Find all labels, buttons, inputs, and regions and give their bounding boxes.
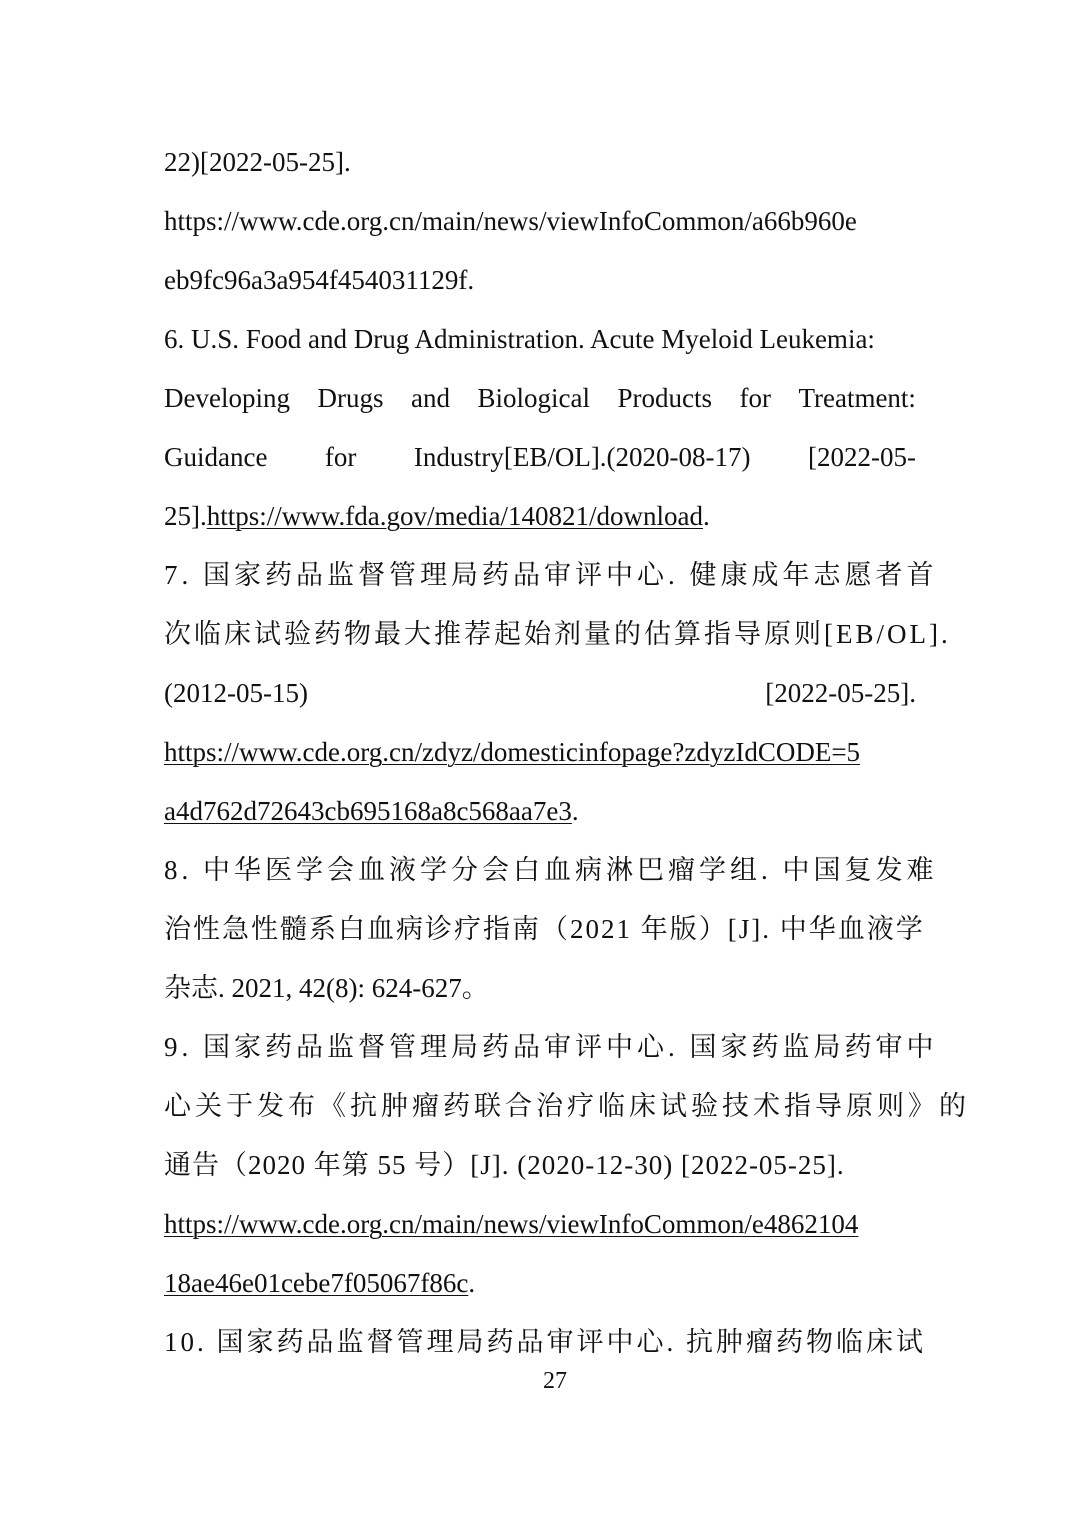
reference-10-title: 10. 国家药品监督管理局药品审评中心. 抗肿瘤药物临床试 <box>164 1327 926 1357</box>
fda-download-link[interactable]: https://www.fda.gov/media/140821/download <box>206 501 703 531</box>
reference-text: . <box>571 796 579 826</box>
reference-9-url-line <box>164 1204 916 1244</box>
reference-line: 22)[2022-05-25]. <box>164 147 351 177</box>
reference-url-line: https://www.cde.org.cn/main/news/viewInfoCommon/a66b960e <box>164 206 857 236</box>
word: Treatment: <box>798 383 916 413</box>
word: for <box>324 442 357 472</box>
cde-guideline-link-continued[interactable]: a4d762d72643cb695168a8c568aa7e3 <box>164 796 572 826</box>
reference-7-url-line <box>164 732 916 772</box>
reference-7-dates <box>164 673 916 713</box>
word: [2022-05- <box>807 442 916 472</box>
reference-9-line: 心关于发布《抗肿瘤药联合治疗临床试验技术指导原则》的 <box>164 1091 970 1121</box>
reference-6-url-line <box>164 496 916 536</box>
word: Guidance <box>164 442 268 472</box>
word: Products <box>617 383 712 413</box>
cde-guideline-link[interactable]: https://www.cde.org.cn/zdyz/domesticinfopage?zdyzIdCODE=5 <box>164 737 861 767</box>
reference-8-title: 8. 中华医学会血液学分会白血病淋巴瘤学组. 中国复发难 <box>164 855 938 885</box>
reference-7-url-line <box>164 791 916 831</box>
cde-notice-link-continued[interactable]: 18ae46e01cebe7f05067f86c <box>164 1268 469 1298</box>
date-text: (2012-05-15) <box>164 678 308 708</box>
reference-6-line <box>164 437 916 477</box>
reference-9-line: 通告（2020 年第 55 号）[J]. (2020-12-30) [2022-05-25]. <box>164 1150 845 1180</box>
reference-7-line: 次临床试验药物最大推荐起始剂量的估算指导原则[EB/OL]. <box>164 619 951 649</box>
word: and <box>410 383 450 413</box>
reference-text: . <box>702 501 710 531</box>
word: Developing <box>164 383 290 413</box>
reference-text: 25]. <box>164 501 207 531</box>
reference-6-line <box>164 378 916 418</box>
word: for <box>739 383 771 413</box>
page-number: 27 <box>543 1368 567 1394</box>
reference-9-title: 9. 国家药品监督管理局药品审评中心. 国家药监局药审中 <box>164 1032 938 1062</box>
reference-9-url-line <box>164 1263 916 1303</box>
reference-6-title: 6. U.S. Food and Drug Administration. Acute Myeloid Leukemia: <box>164 324 875 354</box>
reference-8-line: 治性急性髓系白血病诊疗指南（2021 年版）[J]. 中华血液学 <box>164 914 925 944</box>
reference-7-title: 7. 国家药品监督管理局药品审评中心. 健康成年志愿者首 <box>164 560 938 590</box>
reference-url-line: eb9fc96a3a954f454031129f. <box>164 265 475 295</box>
reference-text: . <box>468 1268 476 1298</box>
word: Biological <box>477 383 590 413</box>
word: Drugs <box>317 383 384 413</box>
word: Industry[EB/OL].(2020-08-17) <box>413 442 751 472</box>
date-text: [2022-05-25]. <box>765 678 916 708</box>
cde-notice-link[interactable]: https://www.cde.org.cn/main/news/viewInfoCommon/e4862104 <box>164 1209 859 1239</box>
reference-8-line: 杂志. 2021, 42(8): 624-627。 <box>164 973 489 1003</box>
